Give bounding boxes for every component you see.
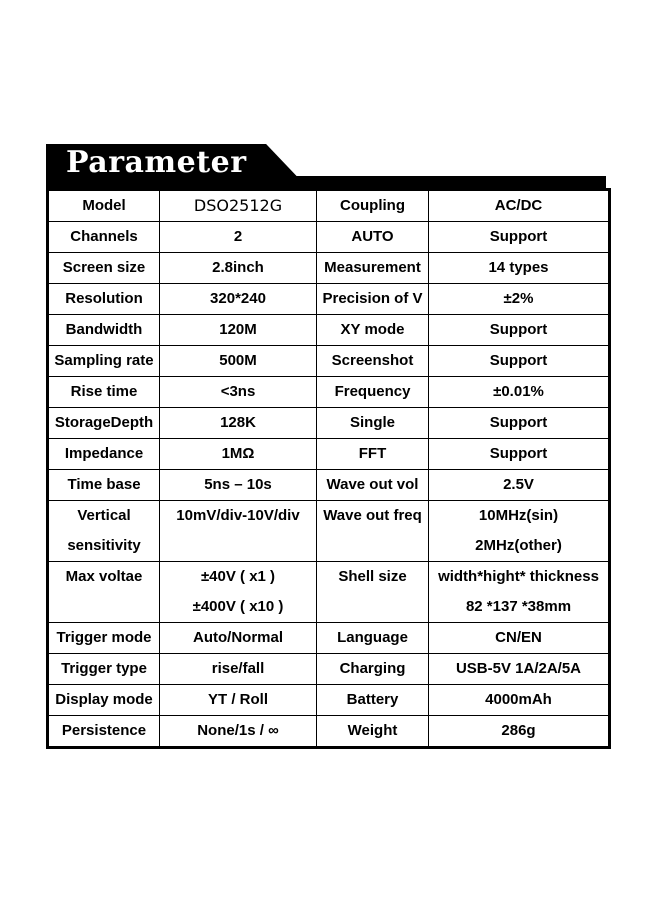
label-cell: Shell size bbox=[317, 562, 429, 623]
page-title: Parameter bbox=[66, 145, 247, 180]
label-cell: Trigger type bbox=[48, 654, 160, 685]
value-cell: 128K bbox=[160, 408, 317, 439]
value-cell: <3ns bbox=[160, 377, 317, 408]
label-cell: Time base bbox=[48, 470, 160, 501]
table-row bbox=[48, 562, 610, 623]
table-row bbox=[48, 284, 610, 315]
label-cell: Frequency bbox=[317, 377, 429, 408]
value-cell: CN/EN bbox=[429, 623, 610, 654]
value-cell: 2 bbox=[160, 222, 317, 253]
table-row bbox=[48, 470, 610, 501]
value-cell: YT / Roll bbox=[160, 685, 317, 716]
label-cell bbox=[48, 501, 160, 562]
value-cell: 286g bbox=[429, 716, 610, 748]
table-row bbox=[48, 501, 610, 562]
label-cell: Single bbox=[317, 408, 429, 439]
label-cell: Precision of V bbox=[317, 284, 429, 315]
label-cell: Battery bbox=[317, 685, 429, 716]
value-line: 10MHz(sin) bbox=[478, 507, 559, 524]
label-cell: Screenshot bbox=[317, 346, 429, 377]
label-cell: Persistence bbox=[48, 716, 160, 748]
label-cell: Channels bbox=[48, 222, 160, 253]
value-cell: Support bbox=[429, 222, 610, 253]
label-cell: FFT bbox=[317, 439, 429, 470]
table-row bbox=[48, 377, 610, 408]
label-cell: Rise time bbox=[48, 377, 160, 408]
label-cell: StorageDepth bbox=[48, 408, 160, 439]
label-cell: Weight bbox=[317, 716, 429, 748]
value-cell: ±0.01% bbox=[429, 377, 610, 408]
value-cell: ±2% bbox=[429, 284, 610, 315]
value-line: 2MHz(other) bbox=[475, 537, 562, 554]
label-line: sensitivity bbox=[67, 537, 141, 554]
table-row bbox=[48, 346, 610, 377]
label-cell: Display mode bbox=[48, 685, 160, 716]
value-cell bbox=[160, 562, 317, 623]
label-cell: Max voltae bbox=[48, 562, 160, 623]
table-row bbox=[48, 408, 610, 439]
table-row bbox=[48, 439, 610, 470]
label-cell: Model bbox=[48, 190, 160, 222]
label-cell: Measurement bbox=[317, 253, 429, 284]
value-cell: 10mV/div-10V/div bbox=[160, 501, 317, 562]
value-line: 82 *137 *38mm bbox=[465, 598, 572, 615]
value-line: width*hight* thickness bbox=[438, 568, 599, 585]
value-cell: 2.8inch bbox=[160, 253, 317, 284]
value-cell: rise/fall bbox=[160, 654, 317, 685]
label-cell: Language bbox=[317, 623, 429, 654]
label-cell: Screen size bbox=[48, 253, 160, 284]
label-cell: Coupling bbox=[317, 190, 429, 222]
table-row bbox=[48, 315, 610, 346]
table-row bbox=[48, 716, 610, 748]
table-row bbox=[48, 685, 610, 716]
value-cell: USB-5V 1A/2A/5A bbox=[429, 654, 610, 685]
value-cell: Auto/Normal bbox=[160, 623, 317, 654]
label-cell: Trigger mode bbox=[48, 623, 160, 654]
value-cell: 1MΩ bbox=[160, 439, 317, 470]
label-line: Vertical bbox=[77, 507, 131, 524]
value-line: ±400V ( x10 ) bbox=[192, 598, 284, 615]
parameter-table bbox=[46, 188, 611, 749]
label-cell: Impedance bbox=[48, 439, 160, 470]
label-cell: Resolution bbox=[48, 284, 160, 315]
value-cell: Support bbox=[429, 408, 610, 439]
value-cell: None/1s / ∞ bbox=[160, 716, 317, 748]
table-row bbox=[48, 654, 610, 685]
label-cell: Sampling rate bbox=[48, 346, 160, 377]
value-cell: 500M bbox=[160, 346, 317, 377]
label-cell: Charging bbox=[317, 654, 429, 685]
table-row bbox=[48, 623, 610, 654]
value-cell: Support bbox=[429, 315, 610, 346]
label-cell: AUTO bbox=[317, 222, 429, 253]
value-cell: DSO2512G bbox=[160, 190, 317, 222]
value-cell bbox=[429, 501, 610, 562]
label-cell: XY mode bbox=[317, 315, 429, 346]
value-cell: Support bbox=[429, 346, 610, 377]
value-cell bbox=[429, 562, 610, 623]
value-cell: 120M bbox=[160, 315, 317, 346]
table-row bbox=[48, 190, 610, 222]
table-row bbox=[48, 222, 610, 253]
label-cell: Wave out vol bbox=[317, 470, 429, 501]
value-cell: AC/DC bbox=[429, 190, 610, 222]
value-cell: 5ns – 10s bbox=[160, 470, 317, 501]
value-cell: Support bbox=[429, 439, 610, 470]
value-cell: 14 types bbox=[429, 253, 610, 284]
value-cell: 4000mAh bbox=[429, 685, 610, 716]
value-cell: 320*240 bbox=[160, 284, 317, 315]
table-row bbox=[48, 253, 610, 284]
label-cell: Bandwidth bbox=[48, 315, 160, 346]
value-cell: 2.5V bbox=[429, 470, 610, 501]
value-line: ±40V ( x1 ) bbox=[200, 568, 276, 585]
label-cell: Wave out freq bbox=[317, 501, 429, 562]
